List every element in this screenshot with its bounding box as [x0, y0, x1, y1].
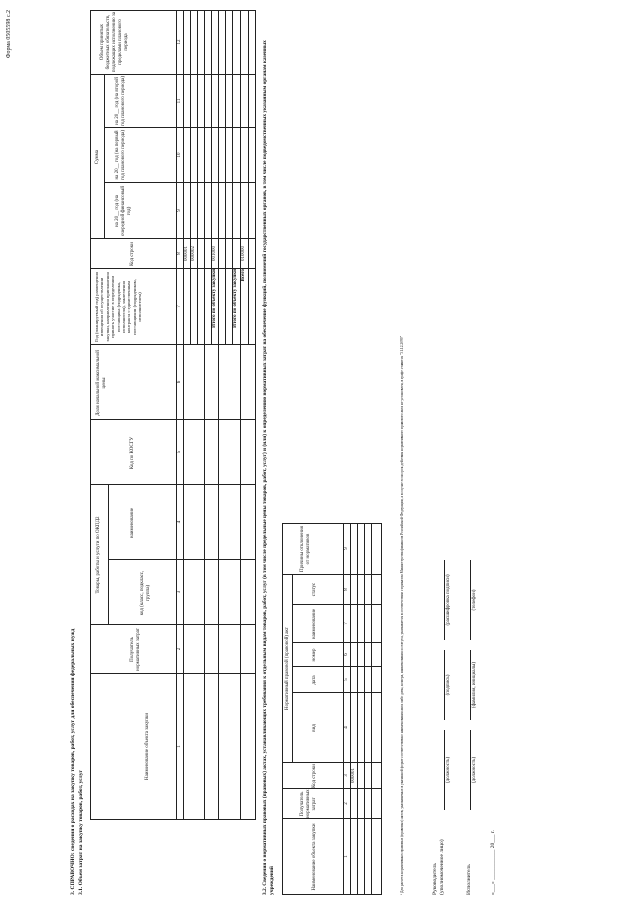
- t1-num-11: 11: [177, 98, 182, 104]
- t1-col-year: Год (планируемый год) размещения извещения об осуществлении закупки, направления приглашения принять участие в определении поставщика (подрядчика, исполнителя), заключения контракта с единственным поставщиком (подрядчиком, исполнителем): [94, 272, 143, 342]
- t1-total-all: Всего: [241, 269, 246, 282]
- form-code: Форма 0505598 с.2: [6, 10, 12, 59]
- section-3-2-title: 3.2. Сведения о нормативных правовых (правовых) актах, устанавливающих требования к отдельным видам товаров, работ, услуг (в том числе предельные цены товаров, работ, услуг) и (или) к определению нормативных затрат на обеспечение функций, полномочий государственных органов, в том числе подведомственных указанным органам казенных учреждений: [262, 40, 275, 895]
- sig-head: Руководитель: [432, 863, 438, 895]
- t1-num-5: 5: [177, 450, 182, 454]
- t2-col-reason: Причины отклонения от нормативов: [300, 526, 311, 572]
- t2-col-object-name: Наименование объекта закупки: [312, 823, 317, 891]
- t1-col-object-name: Наименование объекта закупки: [145, 712, 150, 781]
- t2-num-5: 5: [344, 678, 349, 681]
- t2-num-9: 9: [344, 547, 349, 550]
- sig-decode: (расшифровка подписи): [446, 574, 451, 626]
- t1-line-code-2: 000002: [191, 246, 196, 261]
- t2-col-date: дата: [312, 675, 317, 685]
- t2-col-recipient: Получатель нормативных затрат: [300, 789, 317, 818]
- t1-num-6: 6: [177, 380, 182, 384]
- sig-phone: (телефон): [472, 589, 477, 611]
- t1-col-volume: Доля начальной максимальной цены: [96, 350, 107, 416]
- sig-fio: (фамилия, инициалы): [472, 661, 477, 709]
- t1-col-sum-y1: на 20__ год (на очередной финансовый год): [115, 186, 132, 237]
- t1-col-line-code: Код строки: [130, 242, 135, 266]
- t1-num-12: 12: [177, 39, 182, 45]
- t1-num-2: 2: [177, 647, 182, 651]
- t1-num-8: 8: [177, 252, 182, 255]
- sig-date: «___» ___________ 20___ г.: [490, 830, 496, 895]
- t1-num-4: 4: [177, 520, 182, 524]
- sig-position: (должность): [446, 756, 451, 784]
- t1-line-code-4: 010000: [241, 246, 246, 261]
- t1-col-kosgu: Код по КОСГУ: [130, 436, 135, 470]
- t2-col-act: Нормативный правовой (правовой) акт: [285, 627, 290, 710]
- sig-sign: (подпись): [446, 674, 451, 696]
- t1-num-7: 7: [177, 305, 182, 308]
- t1-total-object-2: Итого по объекту закупки: [233, 269, 238, 328]
- t1-col-sum: Сумма: [95, 149, 100, 165]
- t1-total-object-1: Итого по объекту закупки: [212, 269, 217, 328]
- t2-col-status: статус: [312, 582, 317, 597]
- t1-num-9: 9: [177, 209, 182, 212]
- t1-col-sum-y3: на 20__ год (на второй год планового периода): [115, 76, 126, 126]
- t2-num-3: 3: [344, 774, 349, 777]
- t2-col-number: номер: [312, 648, 317, 662]
- t2-col-act-name: наименование: [312, 608, 317, 640]
- t2-num-2: 2: [344, 802, 349, 805]
- t1-col-goods-group: Товары, работы и услуги по ОКПД2: [96, 516, 101, 594]
- footnote: ¹ Для расчета нормативных правовых (правовых) актов, указываемых в указанной форме соответственно наименования акта либо даты, номера, наименования и статуса, указывается в соответствии с приказом Министерства финансов Российской Федерации, а в случае если срок действия нормативного правового акта не установлен, в графе ставится "31.12.2099": [400, 335, 404, 895]
- t1-line-code-3: 001000: [212, 246, 217, 261]
- t2-num-8: 8: [344, 588, 349, 591]
- t2-col-kind: вид: [312, 724, 317, 732]
- t2-num-4: 4: [344, 726, 349, 729]
- t1-num-3: 3: [177, 590, 182, 594]
- t1-col-sum-y2: на 20__ год (на первый год планового периода): [115, 130, 126, 180]
- sig-head-sub: (уполномоченное лицо): [439, 839, 445, 895]
- t1-col-recipient: Получатель нормативных затрат: [130, 628, 141, 671]
- t1-line-code-1: 000001: [184, 246, 189, 261]
- sig-executor-position: (должность): [472, 756, 477, 784]
- t1-col-name: наименование: [130, 507, 135, 539]
- t2-num-1: 1: [344, 855, 349, 858]
- t2-num-7: 7: [344, 622, 349, 625]
- t1-num-1: 1: [177, 745, 182, 748]
- t1-col-after: Объем принятых бюджетных обязательств, подлежащих исполнению за пределами планового периода: [100, 11, 129, 73]
- t1-num-10: 10: [177, 152, 182, 158]
- t1-col-code: код (класс, подкласс, группа): [140, 570, 151, 616]
- section-3-1-title: 3.1. Объем затрат на закупку товаров, работ, услуг: [78, 769, 84, 895]
- section-3-title: 3. СПРАВОЧНО: сведения о расходах на закупку товаров, работ, услуг для обеспечения федеральных нужд: [70, 628, 76, 895]
- t2-col-line-code: Код строки: [312, 764, 317, 788]
- t2-num-6: 6: [344, 653, 349, 656]
- sig-executor: Исполнитель: [466, 864, 472, 895]
- t2-line-code: 000001: [351, 768, 356, 783]
